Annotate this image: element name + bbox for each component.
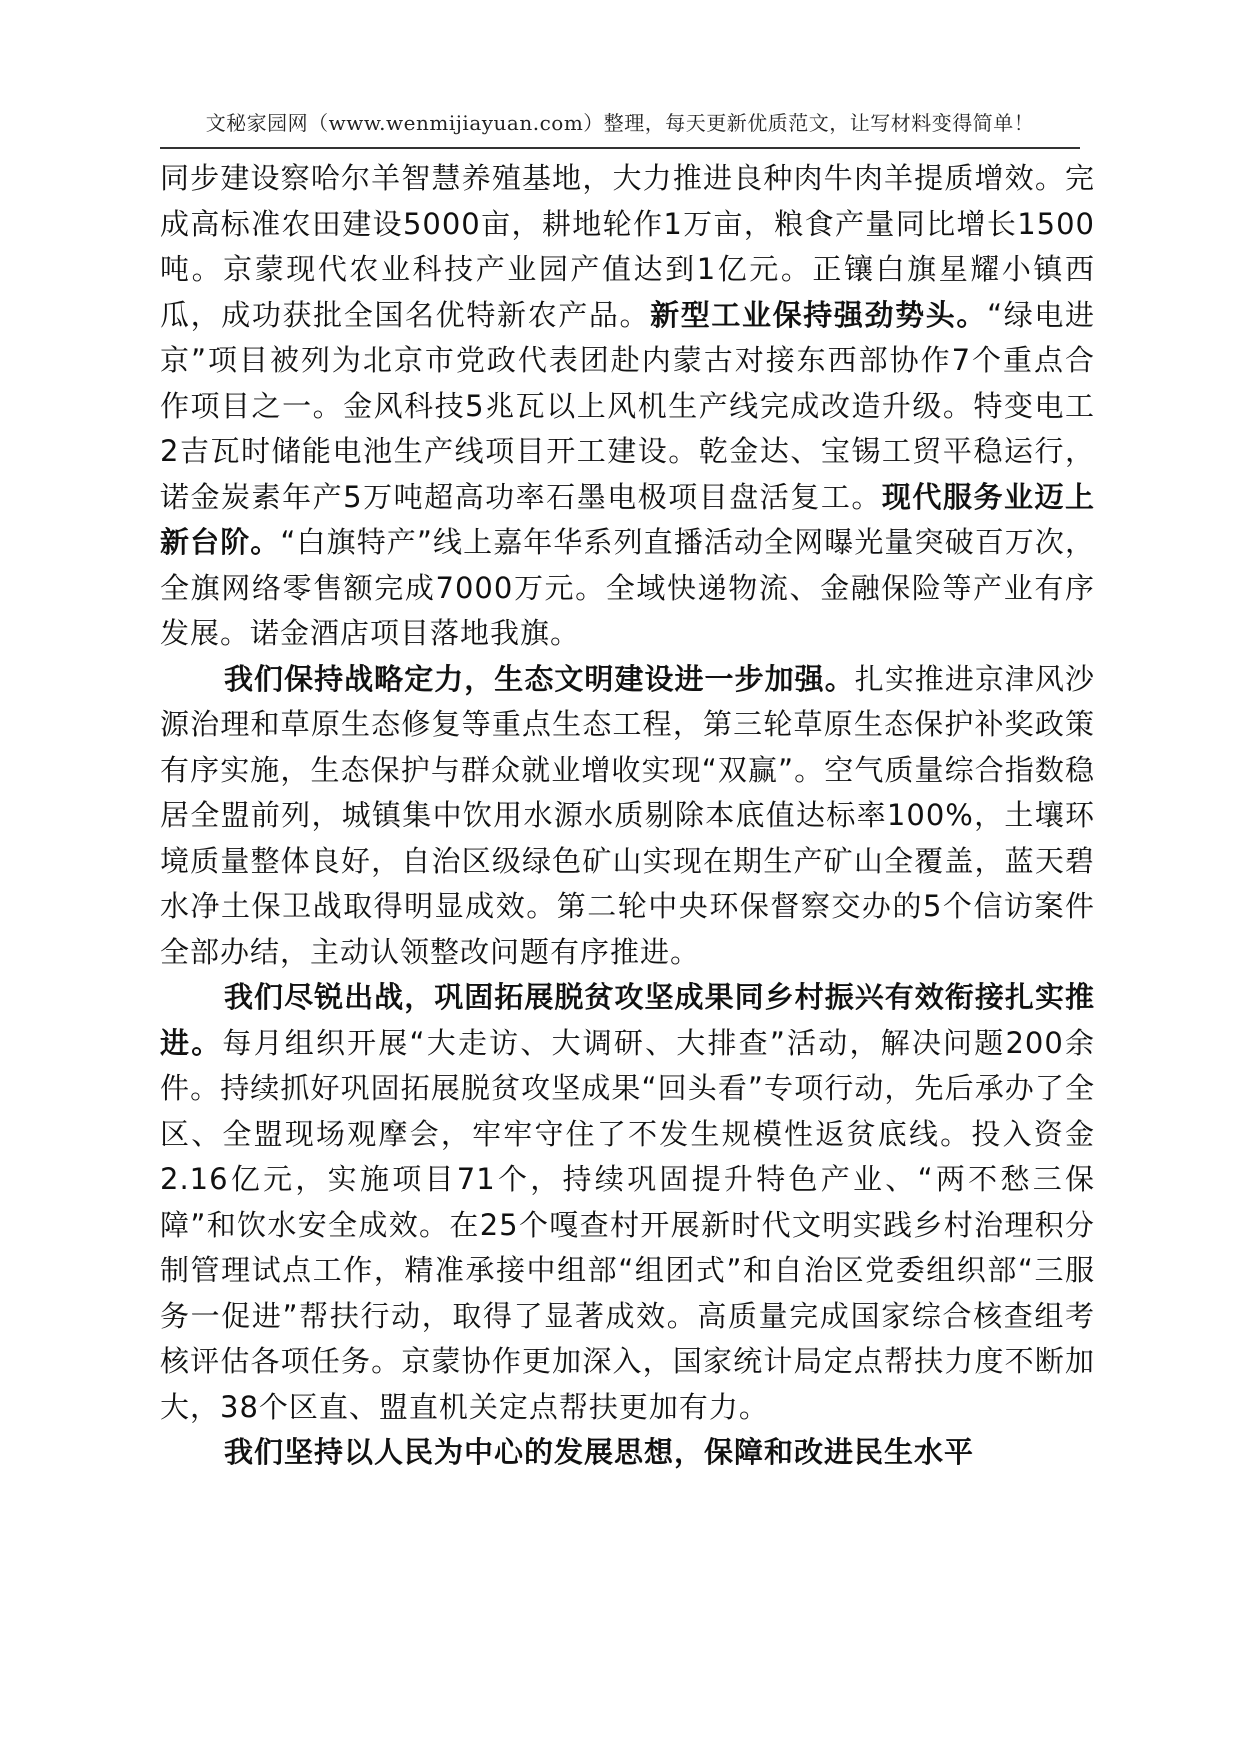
header-divider: [160, 147, 1080, 149]
paragraph-poverty-alleviation: [160, 975, 1095, 1430]
paragraph-text: 扎实推进京津风沙源治理和草原生态修复等重点生态工程，第三轮草原生态保护补奖政策有序实施，生态保护与群众就业增收实现“双赢”。空气质量综合指数稳居全盟前列，城镇集中饮用水源水质剔除本底值达标率100%，土壤环境质量整体良好，自治区级绿色矿山实现在期生产矿山全覆盖，蓝天碧水净土保卫战取得明显成效。第二轮中央环保督察交办的5个信访案件全部办结，主动认领整改问题有序推进。: [160, 661, 1095, 969]
paragraph-text: “绿电进京”项目被列为北京市党政代表团赴内蒙古对接东西部协作7个重点合作项目之一。金风科技5兆瓦以上风机生产线完成改造升级。特变电工2吉瓦时储能电池生产线项目开工建设。乾金达、宝锡工贸平稳运行，诺金炭素年产5万吨超高功率石墨电极项目盘活复工。: [160, 297, 1095, 514]
paragraph-livelihood: [160, 1430, 1095, 1476]
paragraph-text: 同步建设察哈尔羊智慧养殖基地，大力推进良种肉牛肉羊提质增效。完成高标准农田建设5000亩，耕地轮作1万亩，粮食产量同比增长1500吨。京蒙现代农业科技产业园产值达到1亿元。正镶白旗星耀小镇西瓜，成功获批全国名优特新农产品。: [160, 161, 1095, 332]
paragraph-agriculture-industry-services: [160, 156, 1095, 657]
heading-modern-services: 现代服务业迈上新台阶。: [160, 479, 1095, 559]
paragraph-text: “白旗特产”线上嘉年华系列直播活动全网曝光量突破百万次，全旗网络零售额完成7000万元。全域快递物流、金融保险等产业有序发展。诺金酒店项目落地我旗。: [160, 525, 1095, 650]
heading-new-industry: 新型工业保持强劲势头。: [650, 297, 988, 332]
heading-livelihood: 我们坚持以人民为中心的发展思想，保障和改进民生水平: [224, 1435, 975, 1469]
heading-poverty-alleviation: 我们尽锐出战，巩固拓展脱贫攻坚成果同乡村振兴有效衔接扎实推进。: [160, 980, 1095, 1060]
page-header: 文秘家园网（www.wenmijiayuan.com）整理，每天更新优质范文，让写材料变得简单！: [205, 111, 1035, 135]
heading-ecology: 我们保持战略定力，生态文明建设进一步加强。: [224, 661, 855, 696]
document-body: [160, 156, 1095, 1476]
paragraph-ecology: [160, 657, 1095, 976]
paragraph-text: 每月组织开展“大走访、大调研、大排查”活动，解决问题200余件。持续抓好巩固拓展脱贫攻坚成果“回头看”专项行动，先后承办了全区、全盟现场观摩会，牢牢守住了不发生规模性返贫底线。投入资金2.16亿元，实施项目71个，持续巩固提升特色产业、“两不愁三保障”和饮水安全成效。在25个嘎查村开展新时代文明实践乡村治理积分制管理试点工作，精准承接中组部“组团式”和自治区党委组织部“三服务一促进”帮扶行动，取得了显著成效。高质量完成国家综合核查组考核评估各项任务。京蒙协作更加深入，国家统计局定点帮扶力度不断加大，38个区直、盟直机关定点帮扶更加有力。: [160, 1025, 1095, 1424]
